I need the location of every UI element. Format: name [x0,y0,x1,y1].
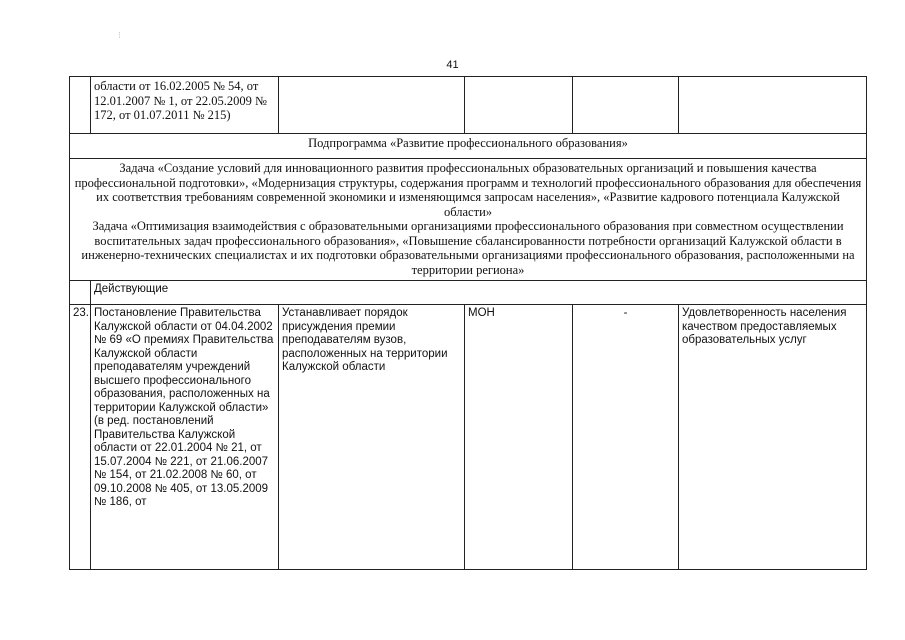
table-row [70,77,867,134]
table-row [70,305,867,570]
task-text-1: Задача «Создание условий для инновационного развития профессиональных образовательных организаций и повышения качества профессиональной подготовки», «Модернизация структуры, содержания программ и технологий профессионального образования для обеспечения их соответствия требованиям современной экономики и изменяющимся запросам населения», «Развитие кадрового потенциала Калужской области» [74,161,862,219]
cell-deadline [573,77,679,134]
status-label: Действующие [91,281,867,305]
cell-result [679,77,867,134]
task-text-2: Задача «Оптимизация взаимодействия с образовательными организациями профессионального образования при совместном осуществлении воспитательных задач профессионального образования», «Повышение сбалансированности потребности организаций Калужской области в инженерно-технических специалистах и их подготовки образовательными организациями профессионального образования, расположенными на территории региона» [81,219,855,277]
page-number: 41 [446,59,459,71]
tasks-row [70,159,867,281]
item-content: Устанавливает порядок присуждения премии преподавателям вузов, расположенных на территории Калужской области [279,305,465,570]
tasks-cell [70,159,867,281]
item-responsible: МОН [465,305,573,570]
cell-responsible [465,77,573,134]
cell-number [70,281,91,305]
cell-document: области от 16.02.2005 № 54, от 12.01.2007 № 1, от 22.05.2009 № 172, от 01.07.2011 № 215) [91,77,279,134]
subprogram-row [70,134,867,159]
item-number: 23. [70,305,91,570]
status-row [70,281,867,305]
item-deadline-value: - [623,307,628,319]
subprogram-title: Подпрограмма «Развитие профессионального образования» [70,134,867,159]
regulations-table [69,76,867,570]
cell-content [279,77,465,134]
item-document: Постановление Правительства Калужской области от 04.04.2002 № 69 «О премиях Правительства Калужской области преподавателям учреждений высшего профессионального образования, расположенных на территории Калужской области» (в ред. постановлений Правительства Калужской области от 22.01.2004 № 21, от 15.07.2004 № 221, от 21.06.2007 № 154, от 21.02.2008 № 60, от 09.10.2008 № 405, от 13.05.2009 № 186, от [91,305,279,570]
item-deadline [573,305,679,570]
scan-mark: ⁝ [118,30,121,40]
cell-number [70,77,91,134]
item-result: Удовлетворенность населения качеством предоставляемых образовательных услуг [679,305,867,570]
